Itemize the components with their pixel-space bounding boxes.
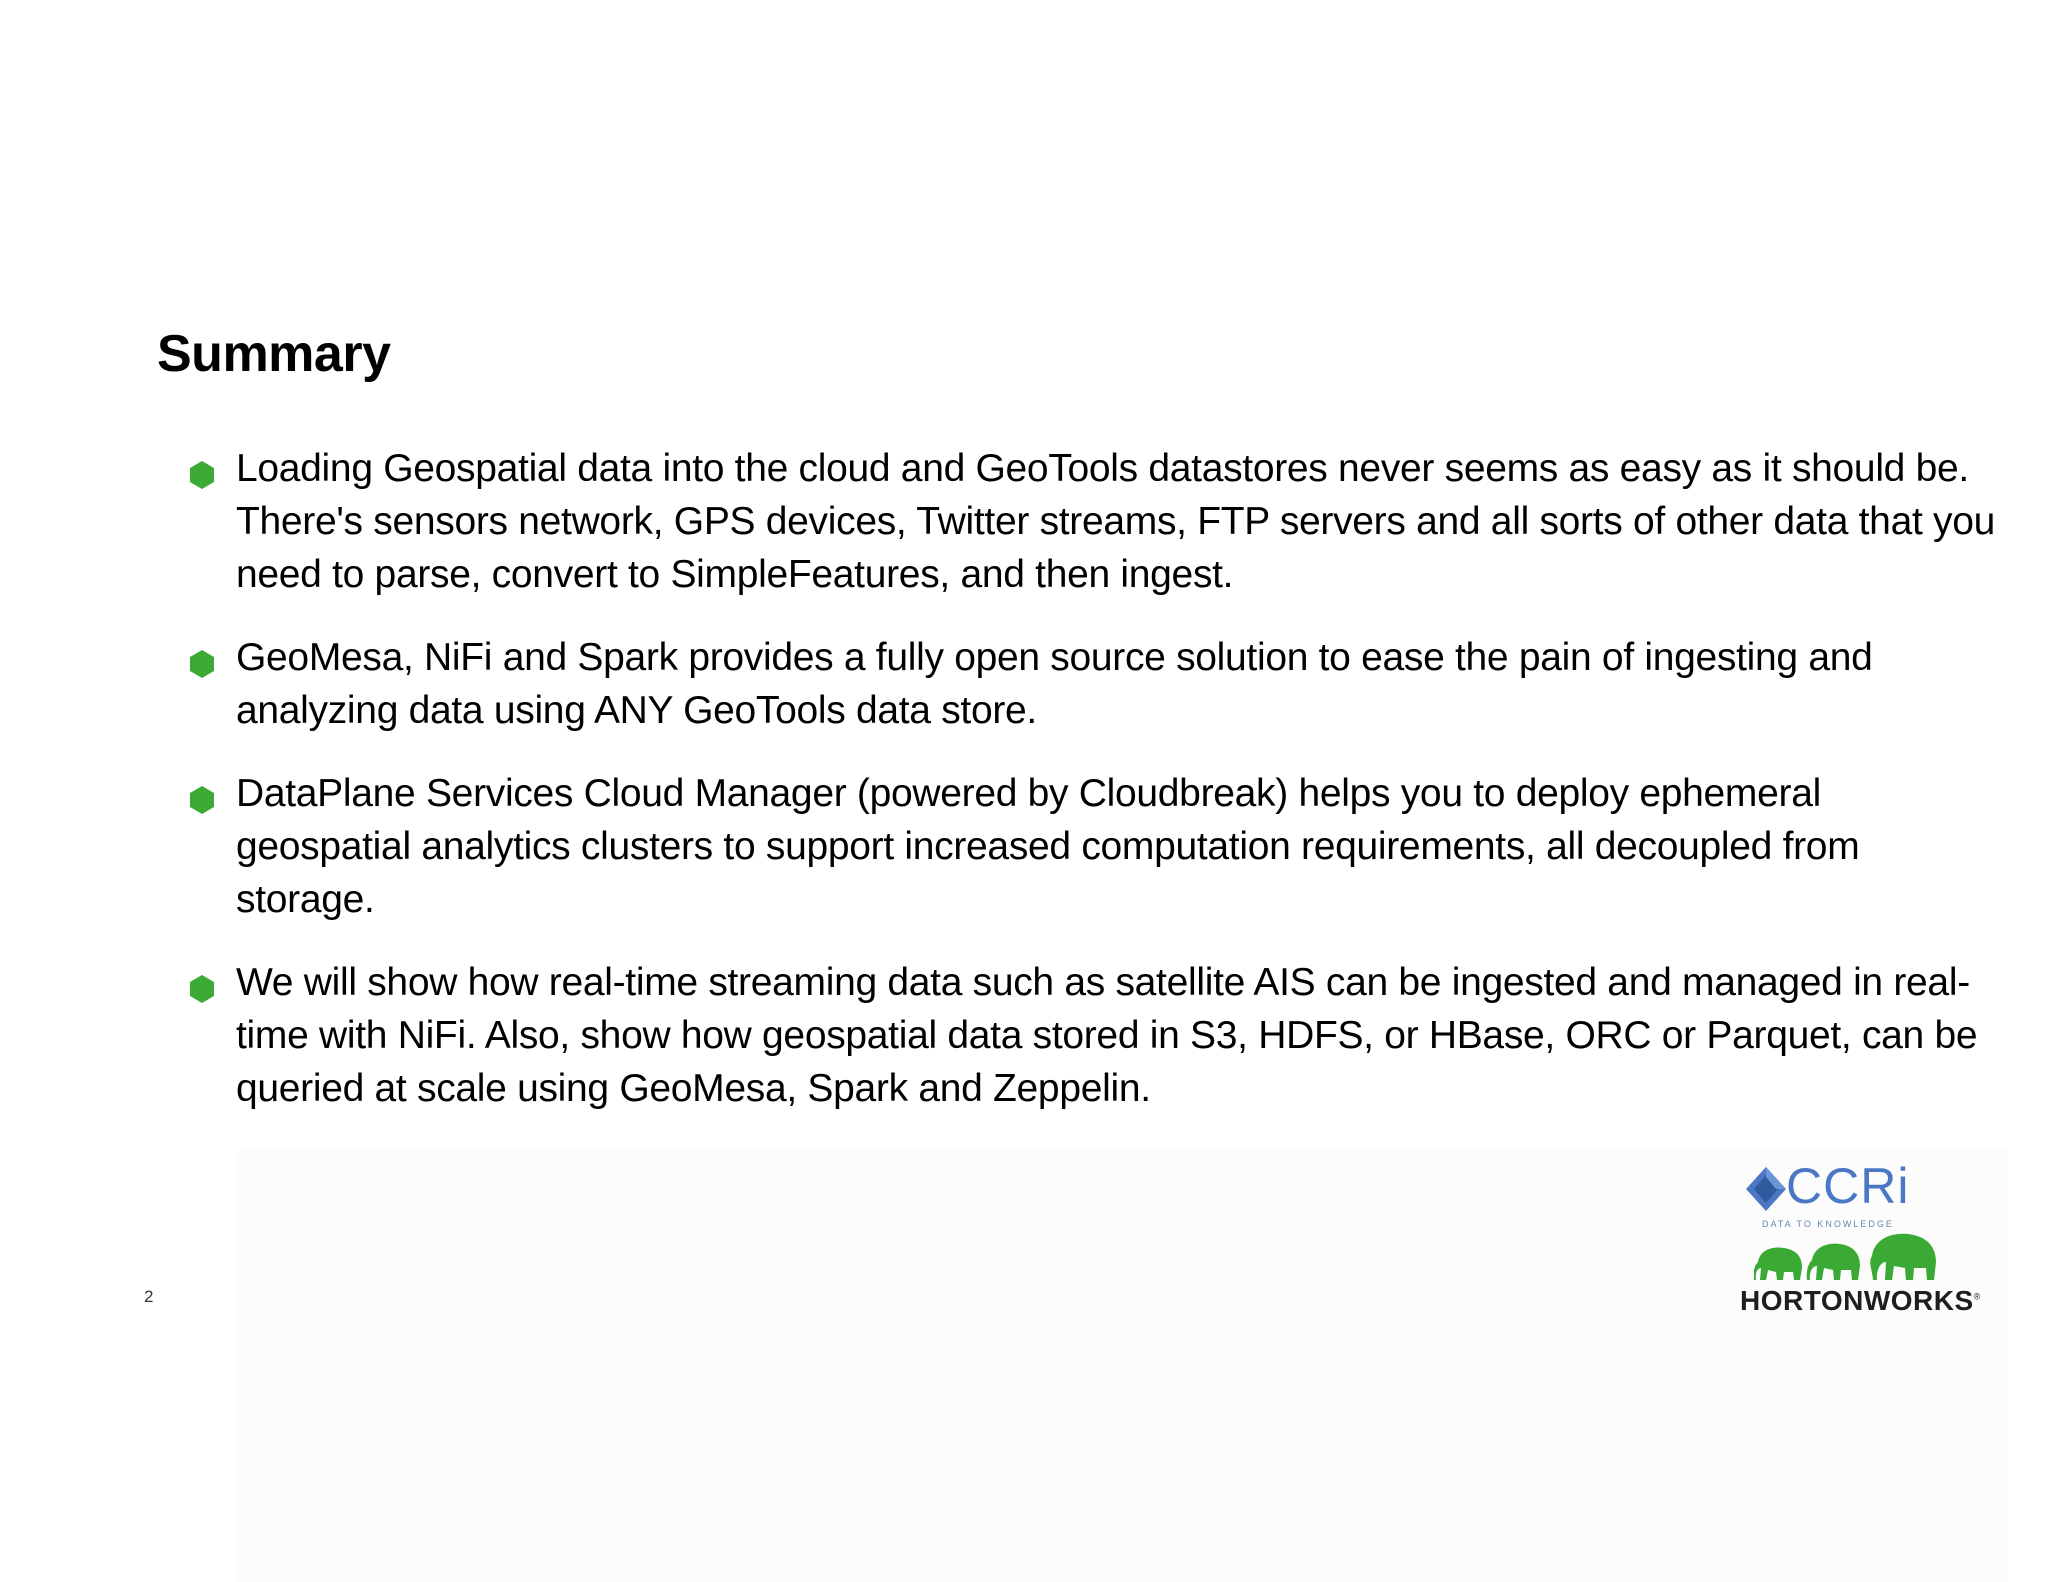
hortonworks-logo [1736, 1228, 1981, 1316]
bullet-list [188, 442, 1998, 1145]
slide-title: Summary [157, 325, 391, 383]
bullet-text: DataPlane Services Cloud Manager (powered by Cloudbreak) helps you to deploy ephemeral geospatial analytics clusters to support increased computation requirements, all decoupled from storage. [236, 772, 1860, 921]
ccri-wordmark: CCRi [1786, 1158, 1910, 1214]
hortonworks-wordmark [1740, 1285, 1981, 1317]
hexagon-bullet-icon [188, 649, 216, 679]
ccri-tagline: DATA TO KNOWLEDGE [1762, 1219, 1894, 1229]
bullet-item [188, 767, 1998, 926]
bullet-text: We will show how real-time streaming data such as satellite AIS can be ingested and managed in real-time with NiFi. Also, show how geospatial data stored in S3, HDFS, or HBase, ORC or Parquet, can be queried at scale using GeoMesa, Spark and Zeppelin. [236, 961, 1978, 1110]
hexagon-bullet-icon [188, 785, 216, 815]
registered-mark: ® [1973, 1291, 1981, 1302]
ccri-logo [1742, 1158, 1962, 1233]
hexagon-bullet-icon [188, 460, 216, 490]
bullet-text: Loading Geospatial data into the cloud and GeoTools datastores never seems as easy as it should be. There's sensors network, GPS devices, Twitter streams, FTP servers and all sorts of other data that you need to parse, convert to SimpleFeatures, and then ingest. [236, 447, 1996, 596]
bullet-item [188, 631, 1998, 737]
ccri-diamond-icon [1742, 1165, 1788, 1213]
bullet-item [188, 956, 1998, 1115]
bullet-text: GeoMesa, NiFi and Spark provides a fully open source solution to ease the pain of ingesting and analyzing data using ANY GeoTools data store. [236, 636, 1873, 732]
elephants-icon [1754, 1228, 1954, 1286]
bullet-item [188, 442, 1998, 601]
hortonworks-name: HORTONWORKS [1740, 1285, 1974, 1316]
hexagon-bullet-icon [188, 974, 216, 1004]
page-number: 2 [144, 1287, 154, 1306]
